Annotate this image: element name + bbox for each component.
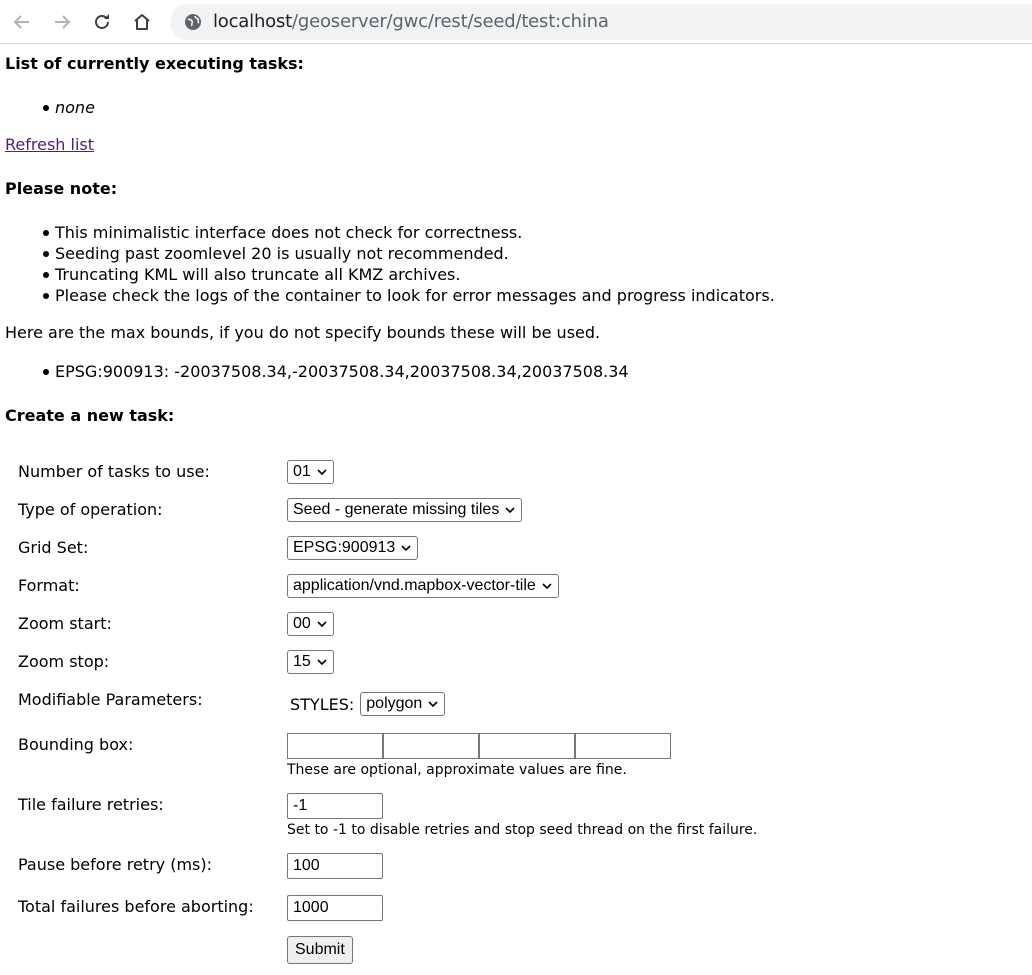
list-item: This minimalistic interface does not check for correctness. (5, 222, 775, 243)
home-icon (132, 12, 152, 32)
url-text (213, 10, 609, 34)
zoom-start-select[interactable]: 00 (287, 612, 334, 636)
submit-button[interactable]: Submit (287, 936, 353, 964)
gridset-label: Grid Set: (18, 538, 89, 557)
total-failures-label: Total failures before aborting: (18, 897, 254, 916)
url-path: /geoserver/gwc/rest/seed/test:china (292, 11, 609, 32)
back-button[interactable] (8, 8, 36, 36)
arrow-right-icon (52, 12, 72, 32)
reload-icon (92, 12, 112, 32)
chevron-down-icon (317, 657, 327, 667)
create-task-heading: Create a new task: (5, 406, 175, 425)
bounds-list (5, 361, 629, 382)
list-item: none (5, 97, 95, 118)
chevron-down-icon (428, 699, 438, 709)
retries-input[interactable] (287, 793, 383, 819)
styles-select[interactable]: polygon (360, 692, 445, 716)
params-label: Modifiable Parameters: (18, 690, 203, 709)
chevron-down-icon (317, 619, 327, 629)
chevron-down-icon (317, 467, 327, 477)
num-tasks-select[interactable]: 01 (287, 460, 334, 484)
zoom-stop-select[interactable]: 15 (287, 650, 334, 674)
refresh-list-link[interactable]: Refresh list (5, 135, 95, 154)
chevron-down-icon (542, 581, 552, 591)
format-select[interactable]: application/vnd.mapbox-vector-tile (287, 574, 559, 598)
list-item: Truncating KML will also truncate all KMZ archives. (5, 264, 775, 285)
reload-button[interactable] (88, 8, 116, 36)
retries-label: Tile failure retries: (18, 795, 164, 814)
bbox-miny-input[interactable] (383, 733, 479, 759)
arrow-left-icon (12, 12, 32, 32)
total-failures-input[interactable] (287, 895, 383, 921)
num-tasks-label: Number of tasks to use: (18, 462, 210, 481)
list-item: Please check the logs of the container to look for error messages and progress indicators. (5, 285, 775, 306)
operation-select[interactable]: Seed - generate missing tiles (287, 498, 522, 522)
tasks-list (5, 97, 95, 118)
bounds-intro: Here are the max bounds, if you do not specify bounds these will be used. (5, 323, 601, 342)
note-list (5, 222, 775, 306)
pause-label: Pause before retry (ms): (18, 855, 212, 874)
bbox-minx-input[interactable] (287, 733, 383, 759)
home-button[interactable] (128, 8, 156, 36)
styles-label: STYLES: (290, 694, 355, 714)
note-heading: Please note: (5, 179, 118, 198)
bbox-maxx-input[interactable] (479, 733, 575, 759)
address-bar[interactable] (170, 4, 1032, 40)
list-item: EPSG:900913: -20037508.34,-20037508.34,20037508.34,20037508.34 (5, 361, 629, 382)
globe-icon (184, 13, 202, 31)
gridset-select[interactable]: EPSG:900913 (287, 536, 418, 560)
bbox-hint: These are optional, approximate values are fine. (287, 762, 627, 778)
url-host: localhost (213, 11, 292, 32)
zoom-stop-label: Zoom stop: (18, 652, 110, 671)
operation-label: Type of operation: (18, 500, 163, 519)
bbox-label: Bounding box: (18, 735, 134, 754)
list-item: Seeding past zoomlevel 20 is usually not recommended. (5, 243, 775, 264)
zoom-start-label: Zoom start: (18, 614, 112, 633)
retries-hint: Set to -1 to disable retries and stop seed thread on the first failure. (287, 822, 758, 838)
chevron-down-icon (505, 505, 515, 515)
bbox-inputs (287, 733, 671, 759)
tasks-heading: List of currently executing tasks: (5, 54, 304, 73)
bbox-maxy-input[interactable] (575, 733, 671, 759)
pause-input[interactable] (287, 853, 383, 879)
forward-button[interactable] (48, 8, 76, 36)
browser-toolbar (0, 0, 1032, 44)
chevron-down-icon (401, 543, 411, 553)
format-label: Format: (18, 576, 80, 595)
